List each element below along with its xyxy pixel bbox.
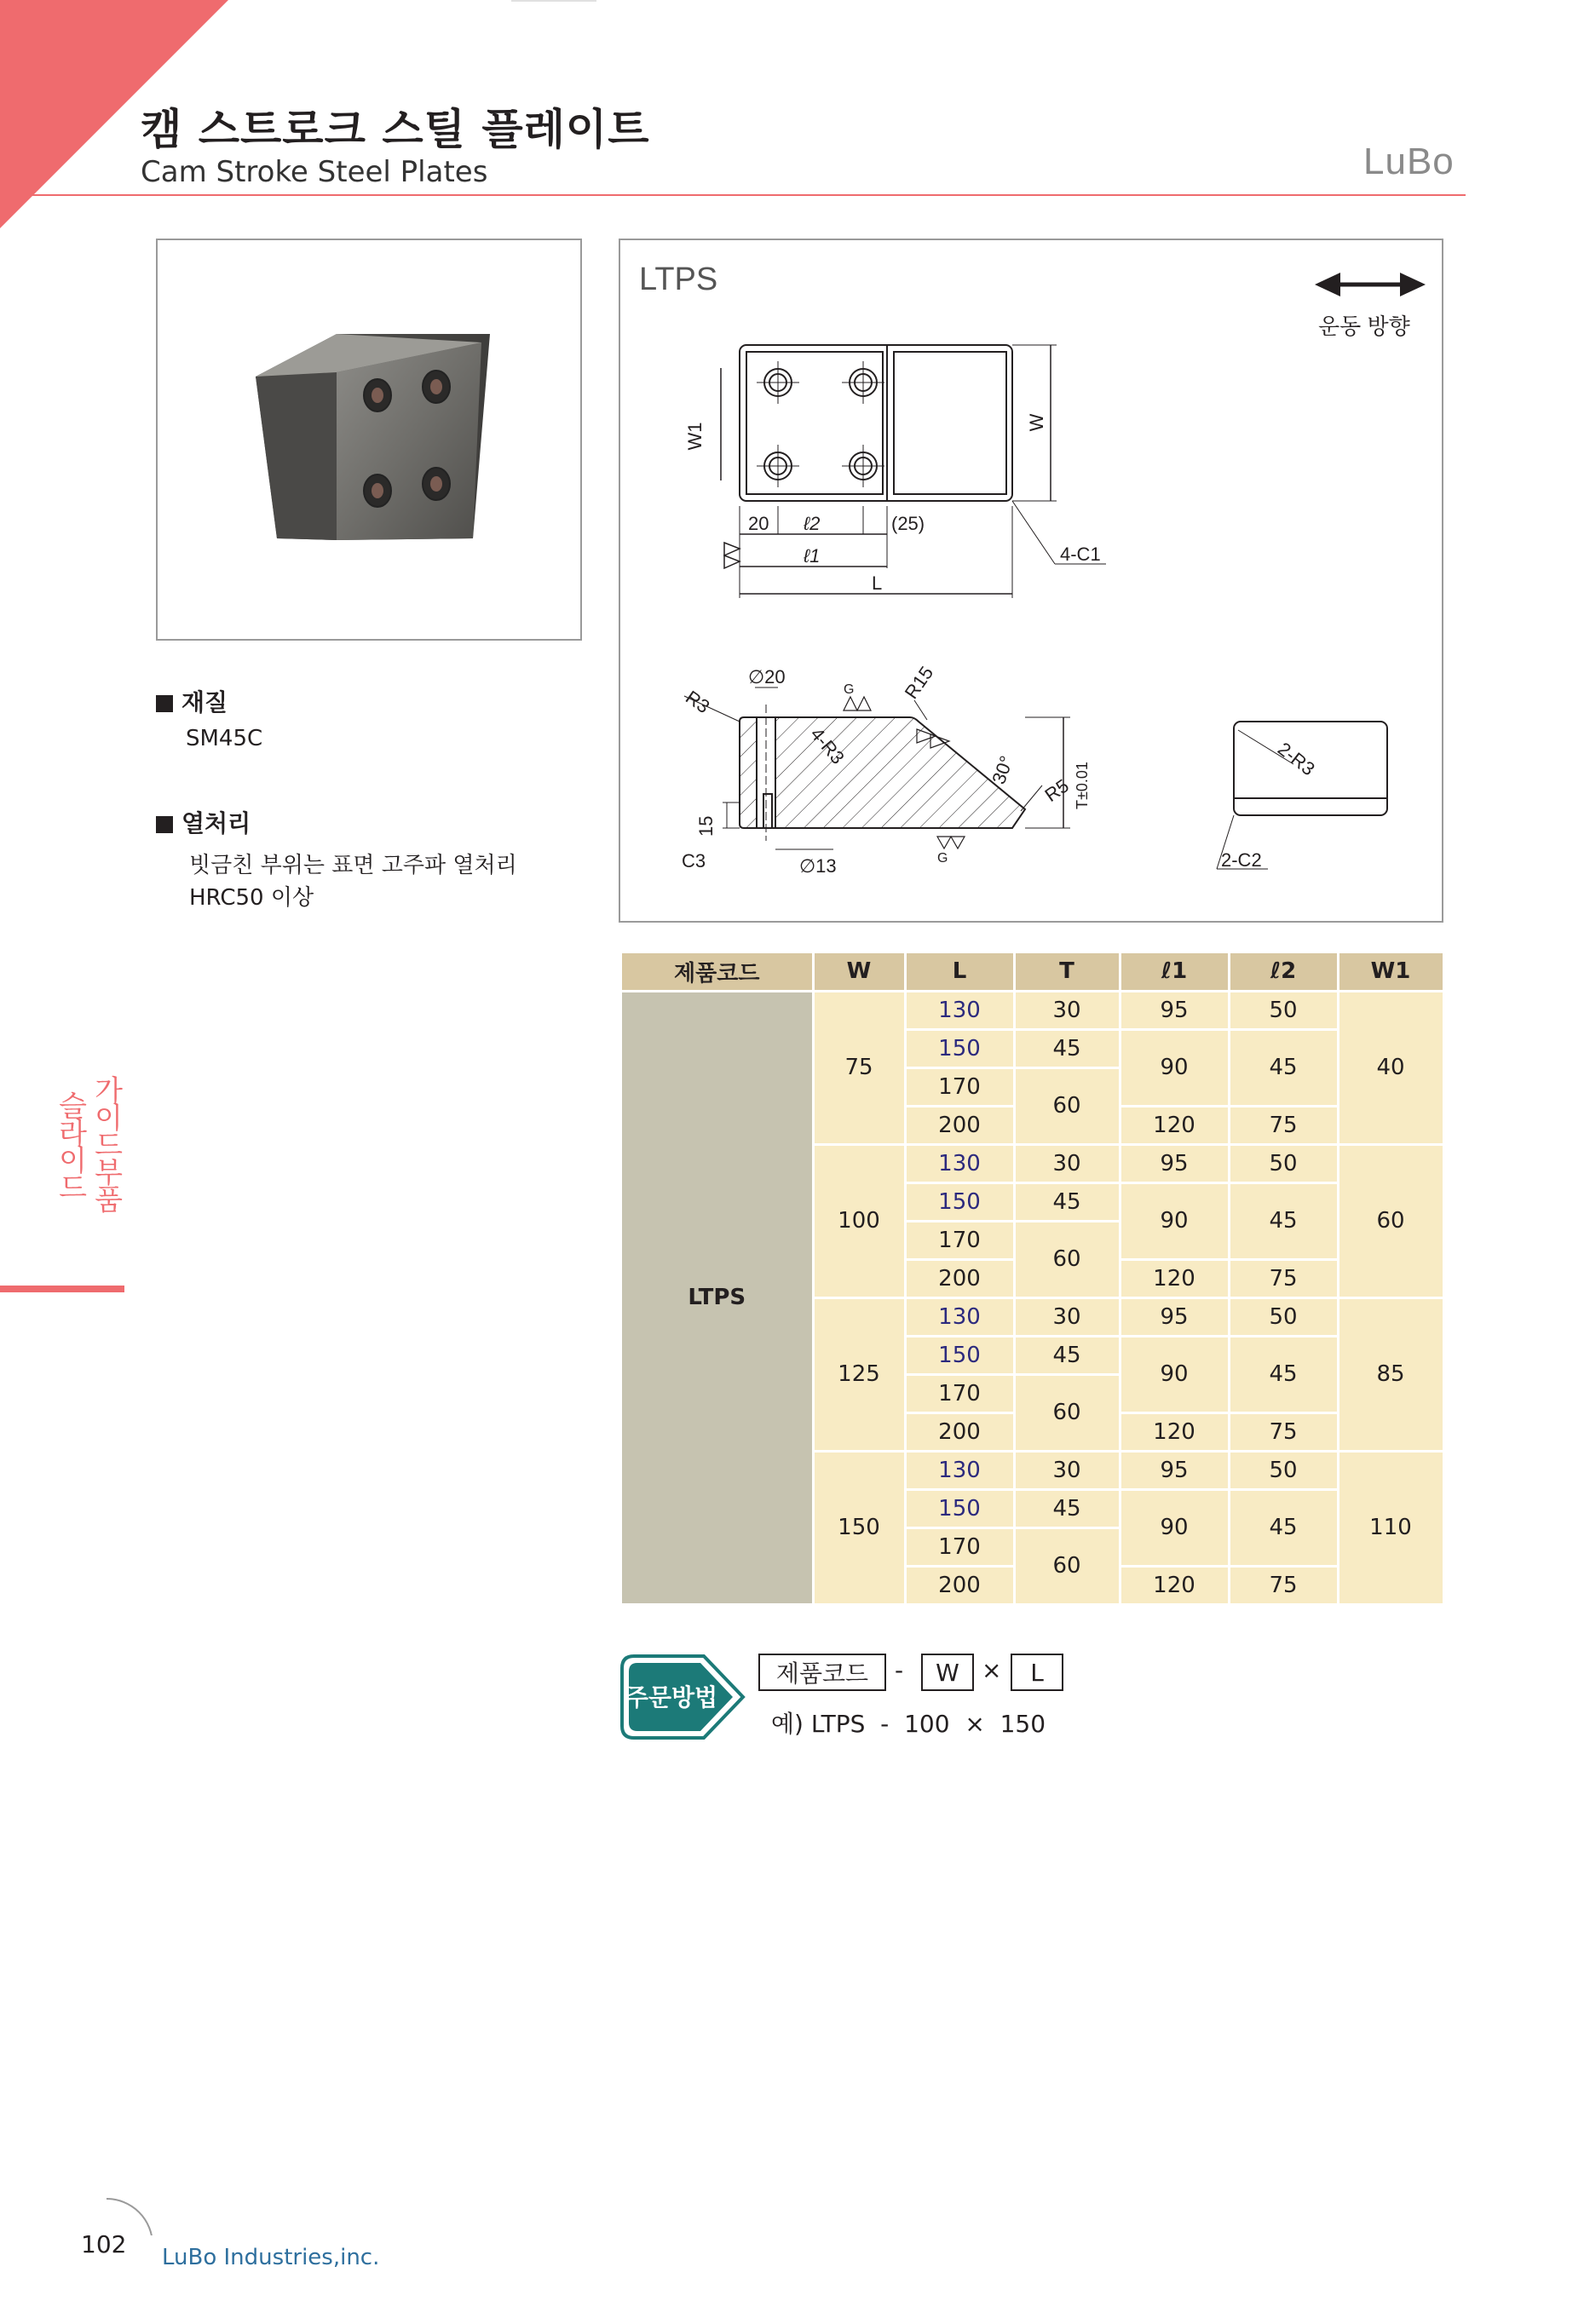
t-cell: 60 xyxy=(1014,1067,1120,1144)
svg-text:ℓ2: ℓ2 xyxy=(804,513,821,534)
t-cell: 60 xyxy=(1014,1527,1120,1604)
l1-cell: 90 xyxy=(1120,1489,1229,1566)
svg-text:4-R3: 4-R3 xyxy=(806,723,849,768)
w-cell: 75 xyxy=(813,991,905,1144)
svg-text:R15: R15 xyxy=(900,662,938,703)
order-example: 예) LTPS - 100 × 150 xyxy=(771,1710,1046,1738)
l2-cell: 45 xyxy=(1229,1182,1338,1259)
l1-cell: 95 xyxy=(1120,991,1229,1029)
w1-cell: 40 xyxy=(1338,991,1443,1144)
svg-text:(25): (25) xyxy=(891,513,925,534)
l-cell: 170 xyxy=(905,1221,1014,1259)
t-cell: 45 xyxy=(1014,1336,1120,1374)
l-cell: 150 xyxy=(905,1029,1014,1067)
l-cell: 170 xyxy=(905,1527,1014,1566)
l1-cell: 95 xyxy=(1120,1297,1229,1336)
l2-cell: 50 xyxy=(1229,991,1338,1029)
t-cell: 45 xyxy=(1014,1182,1120,1221)
spec-table xyxy=(622,953,1445,1606)
l2-cell: 75 xyxy=(1229,1566,1338,1604)
table-header-row xyxy=(622,953,1443,991)
svg-text:R5: R5 xyxy=(1040,774,1073,807)
w-cell: 150 xyxy=(813,1451,905,1604)
l1-cell: 120 xyxy=(1120,1259,1229,1297)
l-cell: 130 xyxy=(905,1297,1014,1336)
svg-text:R3: R3 xyxy=(682,686,714,718)
t-cell: 45 xyxy=(1014,1029,1120,1067)
order-times: × xyxy=(982,1656,1002,1684)
l1-cell: 120 xyxy=(1120,1412,1229,1451)
l-cell: 130 xyxy=(905,1451,1014,1489)
svg-text:G: G xyxy=(844,682,855,697)
svg-text:W1: W1 xyxy=(684,422,706,451)
l-cell: 200 xyxy=(905,1412,1014,1451)
l1-cell: 120 xyxy=(1120,1566,1229,1604)
header-code: 제품코드 xyxy=(622,953,813,991)
direction-arrow-icon xyxy=(1315,273,1426,296)
drawing-model: LTPS xyxy=(639,262,718,297)
l1-cell: 95 xyxy=(1120,1451,1229,1489)
t-cell: 30 xyxy=(1014,1144,1120,1182)
l2-cell: 45 xyxy=(1229,1029,1338,1106)
side-label-col2: 가이드부품 xyxy=(89,1075,123,1211)
t-cell: 60 xyxy=(1014,1221,1120,1297)
t-cell: 30 xyxy=(1014,1451,1120,1489)
l-cell: 130 xyxy=(905,991,1014,1029)
l-cell: 150 xyxy=(905,1489,1014,1527)
svg-text:∅20: ∅20 xyxy=(748,666,786,687)
w1-cell: 85 xyxy=(1338,1297,1443,1451)
svg-text:주문방법: 주문방법 xyxy=(625,1683,718,1711)
svg-text:L: L xyxy=(872,572,883,594)
l2-cell: 75 xyxy=(1229,1412,1338,1451)
svg-text:2-C2: 2-C2 xyxy=(1221,849,1262,871)
order-box-l: L xyxy=(1011,1654,1063,1691)
direction-label: 운동 방향 xyxy=(1318,314,1410,339)
l2-cell: 45 xyxy=(1229,1489,1338,1566)
t-cell: 60 xyxy=(1014,1374,1120,1451)
l2-cell: 50 xyxy=(1229,1144,1338,1182)
svg-text:W: W xyxy=(1026,413,1047,432)
l-cell: 150 xyxy=(905,1182,1014,1221)
side-marker-bar xyxy=(0,1286,124,1292)
square-bullet-icon xyxy=(156,695,173,712)
svg-text:T±0.01: T±0.01 xyxy=(1074,762,1091,809)
order-box-code: 제품코드 xyxy=(758,1654,886,1691)
order-dash: - xyxy=(895,1656,904,1684)
svg-text:15: 15 xyxy=(695,815,717,837)
l2-cell: 50 xyxy=(1229,1297,1338,1336)
l2-cell: 50 xyxy=(1229,1451,1338,1489)
heat-treatment-label: 열처리 xyxy=(156,805,251,839)
w1-cell: 110 xyxy=(1338,1451,1443,1604)
header-l: L xyxy=(905,953,1014,991)
t-cell: 45 xyxy=(1014,1489,1120,1527)
l1-cell: 90 xyxy=(1120,1029,1229,1106)
w-cell: 125 xyxy=(813,1297,905,1451)
brand-logo: LuBo xyxy=(1363,141,1455,182)
top-divider-tick xyxy=(511,0,596,2)
svg-text:ℓ1: ℓ1 xyxy=(804,545,821,567)
header-l1: ℓ1 xyxy=(1120,953,1229,991)
heat-treatment-line1: 빗금친 부위는 표면 고주파 열처리 xyxy=(189,853,517,878)
product-photo xyxy=(156,239,582,641)
technical-drawing xyxy=(619,239,1443,923)
l2-cell: 75 xyxy=(1229,1259,1338,1297)
l-cell: 200 xyxy=(905,1106,1014,1144)
material-value: SM45C xyxy=(186,726,263,751)
t-cell: 30 xyxy=(1014,1297,1120,1336)
l1-cell: 95 xyxy=(1120,1144,1229,1182)
w1-cell: 60 xyxy=(1338,1144,1443,1297)
w-cell: 100 xyxy=(813,1144,905,1297)
svg-text:2-R3: 2-R3 xyxy=(1273,738,1319,780)
l2-cell: 45 xyxy=(1229,1336,1338,1412)
heat-treatment-line2: HRC50 이상 xyxy=(189,885,314,911)
table-row xyxy=(622,991,1443,1029)
svg-text:∅13: ∅13 xyxy=(799,855,837,877)
header-w1: W1 xyxy=(1338,953,1443,991)
side-label-col1: 슬라이드 xyxy=(53,1090,87,1199)
svg-text:4-C1: 4-C1 xyxy=(1060,544,1101,565)
product-code-cell: LTPS xyxy=(622,991,813,1604)
svg-text:30°: 30° xyxy=(988,752,1018,787)
l-cell: 130 xyxy=(905,1144,1014,1182)
l-cell: 200 xyxy=(905,1566,1014,1604)
header-w: W xyxy=(813,953,905,991)
material-label: 재질 xyxy=(156,684,228,718)
t-cell: 30 xyxy=(1014,991,1120,1029)
page-number: 102 xyxy=(81,2230,127,2258)
svg-text:G: G xyxy=(937,851,948,866)
header-rule xyxy=(32,194,1466,196)
l-cell: 200 xyxy=(905,1259,1014,1297)
footer-company: LuBo Industries,inc. xyxy=(162,2245,380,2270)
l2-cell: 75 xyxy=(1229,1106,1338,1144)
header-l2: ℓ2 xyxy=(1229,953,1338,991)
l-cell: 170 xyxy=(905,1067,1014,1106)
l1-cell: 90 xyxy=(1120,1336,1229,1412)
order-box-w: W xyxy=(921,1654,974,1691)
svg-text:20: 20 xyxy=(748,513,769,534)
l1-cell: 120 xyxy=(1120,1106,1229,1144)
order-method-badge xyxy=(619,1651,746,1743)
header-t: T xyxy=(1014,953,1120,991)
page-title: 캠 스트로크 스틸 플레이트 xyxy=(141,105,650,154)
l-cell: 150 xyxy=(905,1336,1014,1374)
square-bullet-icon xyxy=(156,816,173,833)
page-subtitle: Cam Stroke Steel Plates xyxy=(141,155,488,189)
svg-text:C3: C3 xyxy=(682,850,706,872)
l1-cell: 90 xyxy=(1120,1182,1229,1259)
l-cell: 170 xyxy=(905,1374,1014,1412)
